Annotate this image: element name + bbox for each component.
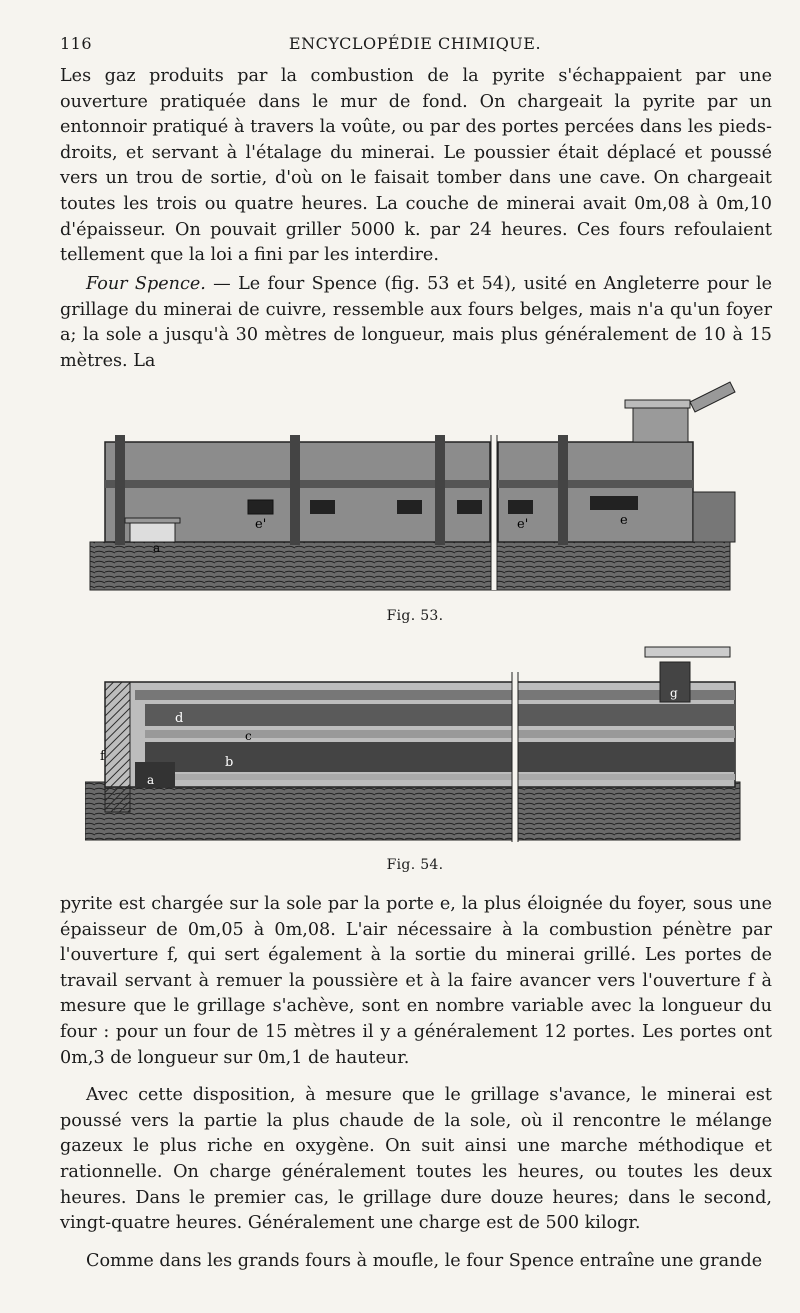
label-e-prime-2: e': [517, 517, 529, 532]
figure-53: [85, 380, 745, 630]
label-c: c: [245, 729, 252, 743]
page-header: [60, 34, 770, 58]
label-b: b: [225, 755, 234, 770]
paragraph-pyrite: [60, 892, 772, 1274]
paragraph-text: Les gaz produits par la combustion de la pyrite s'échappaient par une ouverture pratiquée dans le mur de fond. On chargeait la pyrite par un entonnoir pratiqué à travers la voûte, ou par des portes percées dans les pieds-droits, et servant à l'étalage du minerai. Le poussier était déplacé et poussé vers un trou de sortie, d'où on le faisait tomber dans une cave. On chargeait toutes les trois ou quatre heures. La couche de minerai avait 0m,08 à 0m,10 d'épaisseur. On pouvait griller 5000 k. par 24 heures. Ces fours refoulaient tellement que la loi a fini par les interdire.: [60, 66, 772, 266]
figure-53-caption: Fig. 53.: [386, 608, 444, 624]
figure-54: [85, 642, 745, 882]
label-d: d: [175, 711, 184, 726]
label-e: e: [620, 513, 628, 528]
paragraph-four-spence: [60, 272, 772, 374]
page-number: 116: [60, 34, 93, 53]
paragraph-text: Comme dans les grands fours à moufle, le four Spence entraîne une grande: [86, 1250, 763, 1271]
section-lead: Four Spence.: [86, 274, 206, 294]
figure-53-drawing: [85, 380, 745, 595]
paragraph-gaz: [60, 64, 772, 269]
label-g: g: [670, 686, 678, 700]
figure-54-caption: Fig. 54.: [386, 857, 444, 873]
paragraph-text: [60, 272, 772, 374]
figure-54-drawing: [85, 642, 745, 847]
label-e-prime-1: e': [255, 517, 267, 532]
label-f: f: [100, 749, 105, 764]
paragraph-text: Avec cette disposition, à mesure que le grillage s'avance, le minerai est poussé vers la partie la plus chaude de la sole, où il rencontre le mélange gazeux le plus riche en oxygène. On suit ainsi une marche méthodique et rationnelle. On charge généralement toutes les heures, ou toutes les deux heures. Dans le premier cas, le grillage dure douze heures; dans le second, vingt-quatre heures. Généralement une charge est de 500 kilogr.: [60, 1085, 772, 1234]
section-lead-text: — Le four Spence (fig. 53 et 54), usité en Angleterre pour le grillage du minerai de cuivre, ressemble aux fours belges, mais n'a qu'un foyer a; la sole a jusqu'à 30 mètres de longueur, mais plus généralement de 10 à 15 mètres. La: [60, 274, 772, 371]
paragraph-text: pyrite est chargée sur la sole par la porte e, la plus éloignée du foyer, sous une épaisseur de 0m,05 à 0m,08. L'air nécessaire à la combustion pénètre par l'ouverture f, qui sert également à la sortie du minerai grillé. Les portes de travail servant à remuer la poussière et à la faire avancer vers l'ouverture f à mesure que le grillage s'achève, sont en nombre variable avec la longueur du four : pour un four de 15 mètres il y a généralement 12 portes. Les portes ont 0m,3 de longueur sur 0m,1 de hauteur.: [60, 894, 772, 1068]
label-a: a: [147, 773, 155, 787]
label-a: a: [153, 541, 161, 555]
running-title: ENCYCLOPÉDIE CHIMIQUE.: [288, 34, 542, 53]
